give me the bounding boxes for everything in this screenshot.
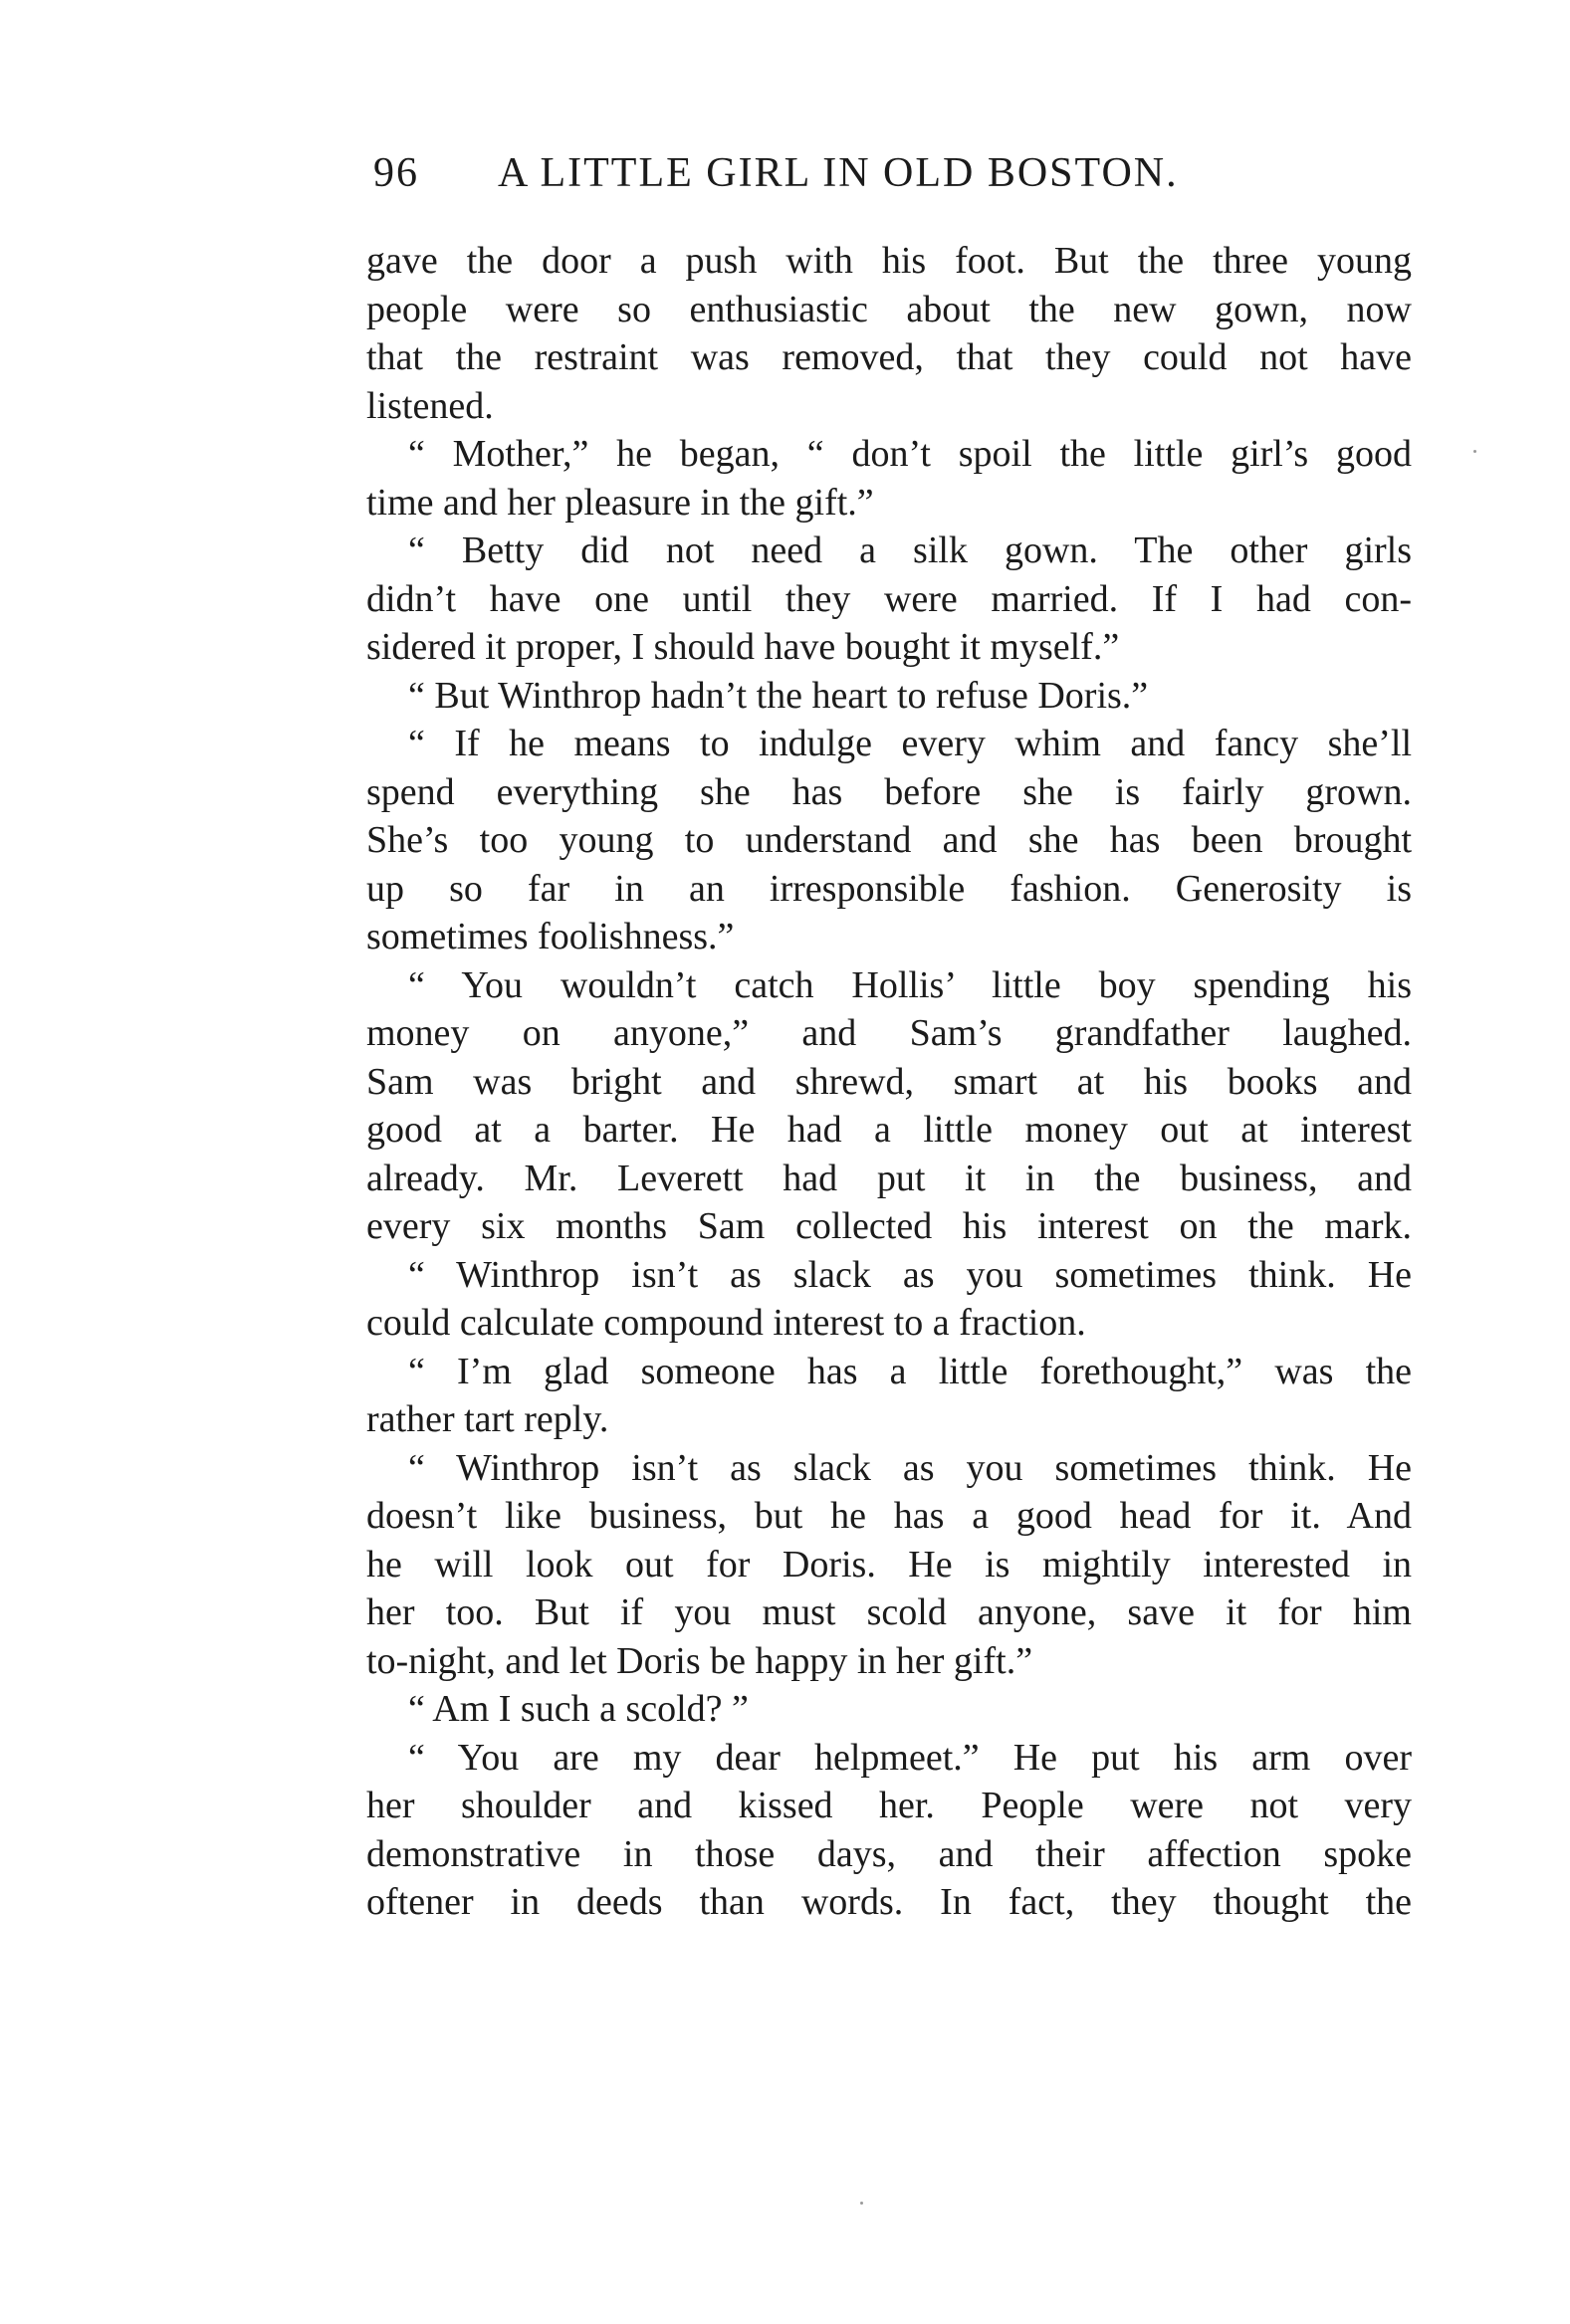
text-line: oftener in deeds than words. In fact, they thought the: [366, 1881, 1412, 1923]
text-line: “ But Winthrop hadn’t the heart to refuse Doris.”: [408, 674, 1149, 717]
text-line: her too. But if you must scold anyone, save it for him: [366, 1591, 1412, 1633]
text-line: “ Am I such a scold? ”: [408, 1688, 749, 1730]
text-line: every six months Sam collected his interest on the mark.: [366, 1205, 1412, 1247]
text-line: listened.: [366, 384, 494, 427]
text-line: he will look out for Doris. He is mightily interested in: [366, 1543, 1412, 1585]
text-line: spend everything she has before she is fairly grown.: [366, 770, 1412, 813]
text-line: sidered it proper, I should have bought it myself.”: [366, 626, 1120, 668]
text-line: people were so enthusiastic about the new gown, now: [366, 288, 1412, 330]
text-line: demonstrative in those days, and their affection spoke: [366, 1832, 1412, 1875]
text-line: Sam was bright and shrewd, smart at his books and: [366, 1060, 1412, 1103]
body-text: [366, 237, 1412, 1927]
text-line: time and her pleasure in the gift.”: [366, 481, 874, 524]
text-line: “ If he means to indulge every whim and fancy she’ll: [408, 723, 1412, 764]
text-line: could calculate compound interest to a fraction.: [366, 1302, 1086, 1344]
text-line: “ Winthrop isn’t as slack as you sometimes think. He: [408, 1253, 1412, 1296]
text-line: She’s too young to understand and she has been brought: [366, 819, 1412, 861]
text-line: sometimes foolishness.”: [366, 916, 735, 957]
paper-speck: [1473, 450, 1476, 453]
text-line: that the restraint was removed, that they could not have: [366, 336, 1412, 378]
text-line: her shoulder and kissed her. People were not very: [366, 1785, 1412, 1826]
text-line: rather tart reply.: [366, 1398, 609, 1440]
text-line: “ You wouldn’t catch Hollis’ little boy spending his: [408, 963, 1412, 1006]
page-header: [365, 149, 1409, 209]
text-line: doesn’t like business, but he has a good head for it. And: [366, 1495, 1412, 1537]
text-line: up so far in an irresponsible fashion. Generosity is: [366, 867, 1412, 910]
text-line: gave the door a push with his foot. But the three young: [366, 240, 1412, 282]
text-line: didn’t have one until they were married. If I had con-: [366, 577, 1412, 620]
text-line: “ Betty did not need a silk gown. The other girls: [408, 529, 1412, 571]
text-line: “ Mother,” he began, “ don’t spoil the little girl’s good: [408, 433, 1412, 475]
paper-speck: [860, 2202, 863, 2205]
text-line: good at a barter. He had a little money out at interest: [366, 1109, 1412, 1151]
text-line: “ Winthrop isn’t as slack as you sometimes think. He: [408, 1446, 1412, 1489]
running-title: A LITTLE GIRL IN OLD BOSTON.: [498, 150, 1179, 196]
text-line: already. Mr. Leverett had put it in the business, and: [366, 1157, 1412, 1199]
text-line: money on anyone,” and Sam’s grandfather laughed.: [366, 1012, 1412, 1054]
text-line: “ I’m glad someone has a little forethought,” was the: [408, 1350, 1412, 1392]
page-number: 96: [373, 150, 419, 196]
text-line: to-night, and let Doris be happy in her gift.”: [366, 1639, 1033, 1682]
text-line: “ You are my dear helpmeet.” He put his arm over: [408, 1736, 1412, 1779]
